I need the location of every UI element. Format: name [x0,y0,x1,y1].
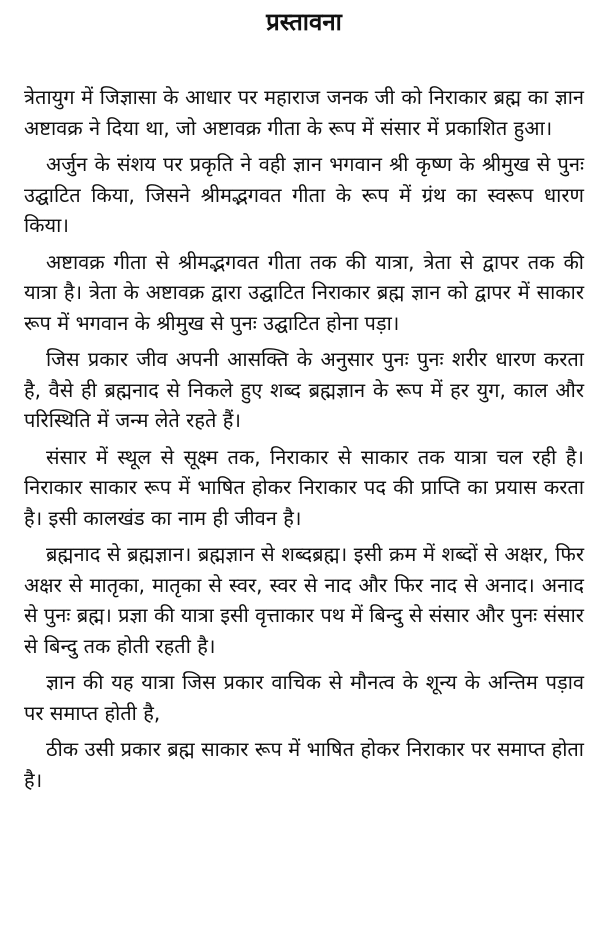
paragraph-8: ठीक उसी प्रकार ब्रह्म साकार रूप में भाषित होकर निराकार पर समाप्त होता है। [24,737,584,792]
paragraph-3: अष्टावक्र गीता से श्रीमद्भगवत गीता तक की यात्रा, त्रेता से द्वापर तक की यात्रा है। त्रेता के अष्टावक्र द्वारा उद्घाटित निराकार ब्रह्म ज्ञान को द्वापर में साकार रूप में भगवान के श्रीमुख से पुनः उद्घाटित होना पड़ा। [24,249,584,335]
paragraph-5: संसार में स्थूल से सूक्ष्म तक, निराकार से साकार तक यात्रा चल रही है। निराकार साकार रूप में भाषित होकर निराकार पद की प्राप्ति का प्रयास करता है। इसी कालखंड का नाम ही जीवन है। [24,444,584,530]
page-title: प्रस्तावना [266,8,342,36]
paragraph-1: त्रेतायुग में जिज्ञासा के आधार पर महाराज जनक जी को निराकार ब्रह्म का ज्ञान अष्टावक्र ने दिया था, जो अष्टावक्र गीता के रूप में संसार में प्रकाशित हुआ। [24,85,584,140]
paragraph-6: ब्रह्मनाद से ब्रह्मज्ञान। ब्रह्मज्ञान से शब्दब्रह्म। इसी क्रम में शब्दों से अक्षर, फिर अक्षर से मातृका, मातृका से स्वर, स्वर से नाद और फिर नाद से अनाद। अनाद से पुनः ब्रह्म। प्रज्ञा की यात्रा इसी वृत्ताकार पथ में बिन्दु से संसार और पुनः संसार से बिन्दु तक होती रहती है। [24,542,584,658]
paragraph-4: जिस प्रकार जीव अपनी आसक्ति के अनुसार पुनः पुनः शरीर धारण करता है, वैसे ही ब्रह्मनाद से निकले हुए शब्द ब्रह्मज्ञान के रूप में हर युग, काल और परिस्थिति में जन्म लेते रहते हैं। [24,347,584,432]
paragraph-7: ज्ञान की यह यात्रा जिस प्रकार वाचिक से मौनत्व के शून्य के अन्तिम पड़ाव पर समाप्त होती है, [24,670,584,725]
paragraph-2: अर्जुन के संशय पर प्रकृति ने वही ज्ञान भगवान श्री कृष्ण के श्रीमुख से पुनः उद्घाटित किया, जिसने श्रीमद्भगवत गीता के रूप में ग्रंथ का स्वरूप धारण किया। [24,152,584,237]
